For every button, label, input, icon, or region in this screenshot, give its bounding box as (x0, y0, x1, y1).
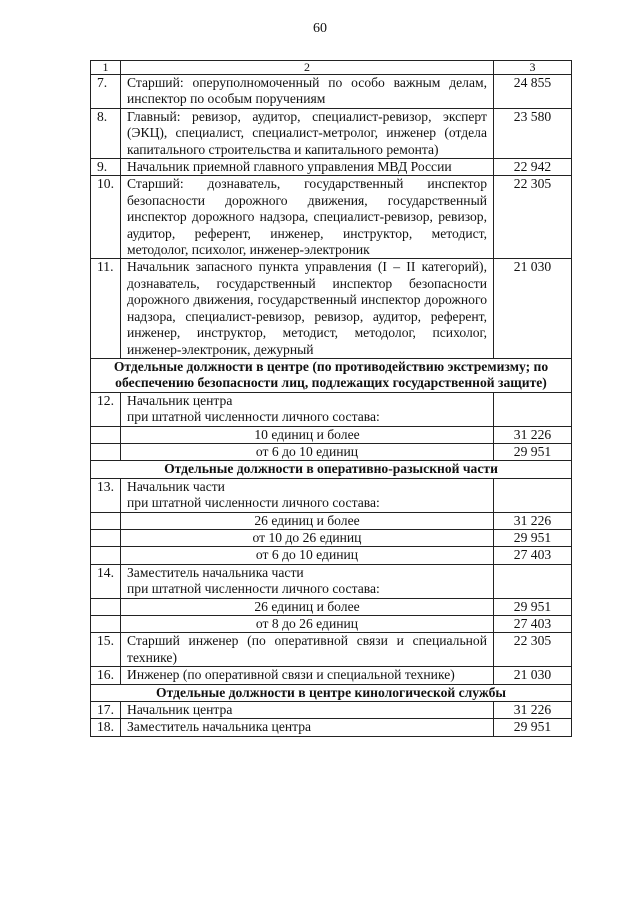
row-number: 9. (91, 159, 121, 176)
salary-amount: 22 305 (494, 176, 572, 259)
table-row (91, 159, 572, 176)
row-number: 17. (91, 702, 121, 719)
header-col-3: 3 (494, 61, 572, 75)
staff-size-label: 26 единиц и более (121, 512, 494, 529)
row-number: 15. (91, 633, 121, 667)
staff-size-label: 10 единиц и более (121, 426, 494, 443)
table-subrow (91, 443, 572, 460)
position-title: Инженер (по оперативной связи и специальной технике) (121, 667, 494, 684)
staff-size-label: от 10 до 26 единиц (121, 529, 494, 546)
salary-amount: 31 226 (494, 702, 572, 719)
row-number-empty (91, 547, 121, 564)
row-number-empty (91, 443, 121, 460)
salary-amount: 31 226 (494, 512, 572, 529)
table-row (91, 392, 572, 426)
salary-table (90, 60, 572, 737)
header-col-1: 1 (91, 61, 121, 75)
table-subrow (91, 598, 572, 615)
page-number: 60 (313, 21, 327, 36)
position-title: Начальник приемной главного управления МВД России (121, 159, 494, 176)
position-title: Старший: дознаватель, государственный инспектор безопасности дорожного движения, государственный инспектор дорожного надзора, специалист-ревизор, ревизор, аудитор, референт, инженер, инструктор, методист, методолог, психолог, инженер-электроник (121, 176, 494, 259)
position-subtitle: при штатной численности личного состава: (127, 581, 380, 597)
salary-amount: 29 951 (494, 598, 572, 615)
table-row (91, 478, 572, 512)
position-name: Заместитель начальника части (127, 564, 304, 580)
row-number: 7. (91, 75, 121, 109)
section-heading-row (91, 461, 572, 478)
salary-amount: 29 951 (494, 719, 572, 736)
row-number: 16. (91, 667, 121, 684)
salary-amount: 29 951 (494, 443, 572, 460)
position-title: Старший инженер (по оперативной связи и специальной технике) (121, 633, 494, 667)
table-subrow (91, 426, 572, 443)
staff-size-label: 26 единиц и более (121, 598, 494, 615)
table-row (91, 108, 572, 158)
table-row (91, 259, 572, 358)
row-number-empty (91, 529, 121, 546)
position-subtitle: при штатной численности личного состава: (127, 495, 380, 511)
salary-amount: 21 030 (494, 667, 572, 684)
row-number-empty (91, 598, 121, 615)
table-subrow (91, 512, 572, 529)
section-heading: Отдельные должности в центре кинологической службы (91, 684, 572, 701)
table-subrow (91, 529, 572, 546)
section-heading: Отдельные должности в центре (по противодействию экстремизму; по обеспечению безопасности лиц, подлежащих государственной защите) (91, 358, 572, 392)
row-number: 13. (91, 478, 121, 512)
row-number-empty (91, 426, 121, 443)
row-number: 8. (91, 108, 121, 158)
row-number: 11. (91, 259, 121, 358)
position-title (121, 478, 494, 512)
salary-amount: 24 855 (494, 75, 572, 109)
staff-size-label: от 8 до 26 единиц (121, 616, 494, 633)
position-title: Начальник центра (121, 702, 494, 719)
section-heading-row (91, 684, 572, 701)
salary-amount: 27 403 (494, 547, 572, 564)
salary-amount: 22 942 (494, 159, 572, 176)
position-title: Старший: оперуполномоченный по особо важным делам, инспектор по особым поручениям (121, 75, 494, 109)
salary-amount: 21 030 (494, 259, 572, 358)
table-subrow (91, 547, 572, 564)
table-row (91, 176, 572, 259)
table-row (91, 719, 572, 736)
position-title (121, 564, 494, 598)
position-subtitle: при штатной численности личного состава: (127, 409, 380, 425)
row-number-empty (91, 616, 121, 633)
position-title: Главный: ревизор, аудитор, специалист-ревизор, эксперт (ЭКЦ), специалист, специалист-метролог, инженер (отдела капитального строительства и капитального ремонта) (121, 108, 494, 158)
table-subrow (91, 616, 572, 633)
position-title: Начальник запасного пункта управления (I – II категорий), дознаватель, государственный инспектор безопасности дорожного движения, государственный инспектор дорожного надзора, специалист-ревизор, ревизор, аудитор, референт, инженер, инструктор, методист, методолог, психолог, инженер-электроник, дежурный (121, 259, 494, 358)
position-title (121, 392, 494, 426)
salary-amount: 22 305 (494, 633, 572, 667)
table-header-row (91, 61, 572, 75)
section-heading: Отдельные должности в оперативно-разыскной части (91, 461, 572, 478)
row-number: 12. (91, 392, 121, 426)
salary-amount: 27 403 (494, 616, 572, 633)
staff-size-label: от 6 до 10 единиц (121, 443, 494, 460)
row-number: 18. (91, 719, 121, 736)
section-heading-row (91, 358, 572, 392)
table-row (91, 667, 572, 684)
table-row (91, 75, 572, 109)
table-row (91, 633, 572, 667)
salary-amount: 29 951 (494, 529, 572, 546)
salary-amount-empty (494, 392, 572, 426)
row-number-empty (91, 512, 121, 529)
staff-size-label: от 6 до 10 единиц (121, 547, 494, 564)
row-number: 10. (91, 176, 121, 259)
salary-amount-empty (494, 478, 572, 512)
table-row (91, 564, 572, 598)
table-row (91, 702, 572, 719)
position-name: Начальник части (127, 478, 225, 494)
salary-amount: 23 580 (494, 108, 572, 158)
salary-amount: 31 226 (494, 426, 572, 443)
salary-amount-empty (494, 564, 572, 598)
row-number: 14. (91, 564, 121, 598)
position-name: Начальник центра (127, 392, 233, 408)
position-title: Заместитель начальника центра (121, 719, 494, 736)
header-col-2: 2 (121, 61, 494, 75)
